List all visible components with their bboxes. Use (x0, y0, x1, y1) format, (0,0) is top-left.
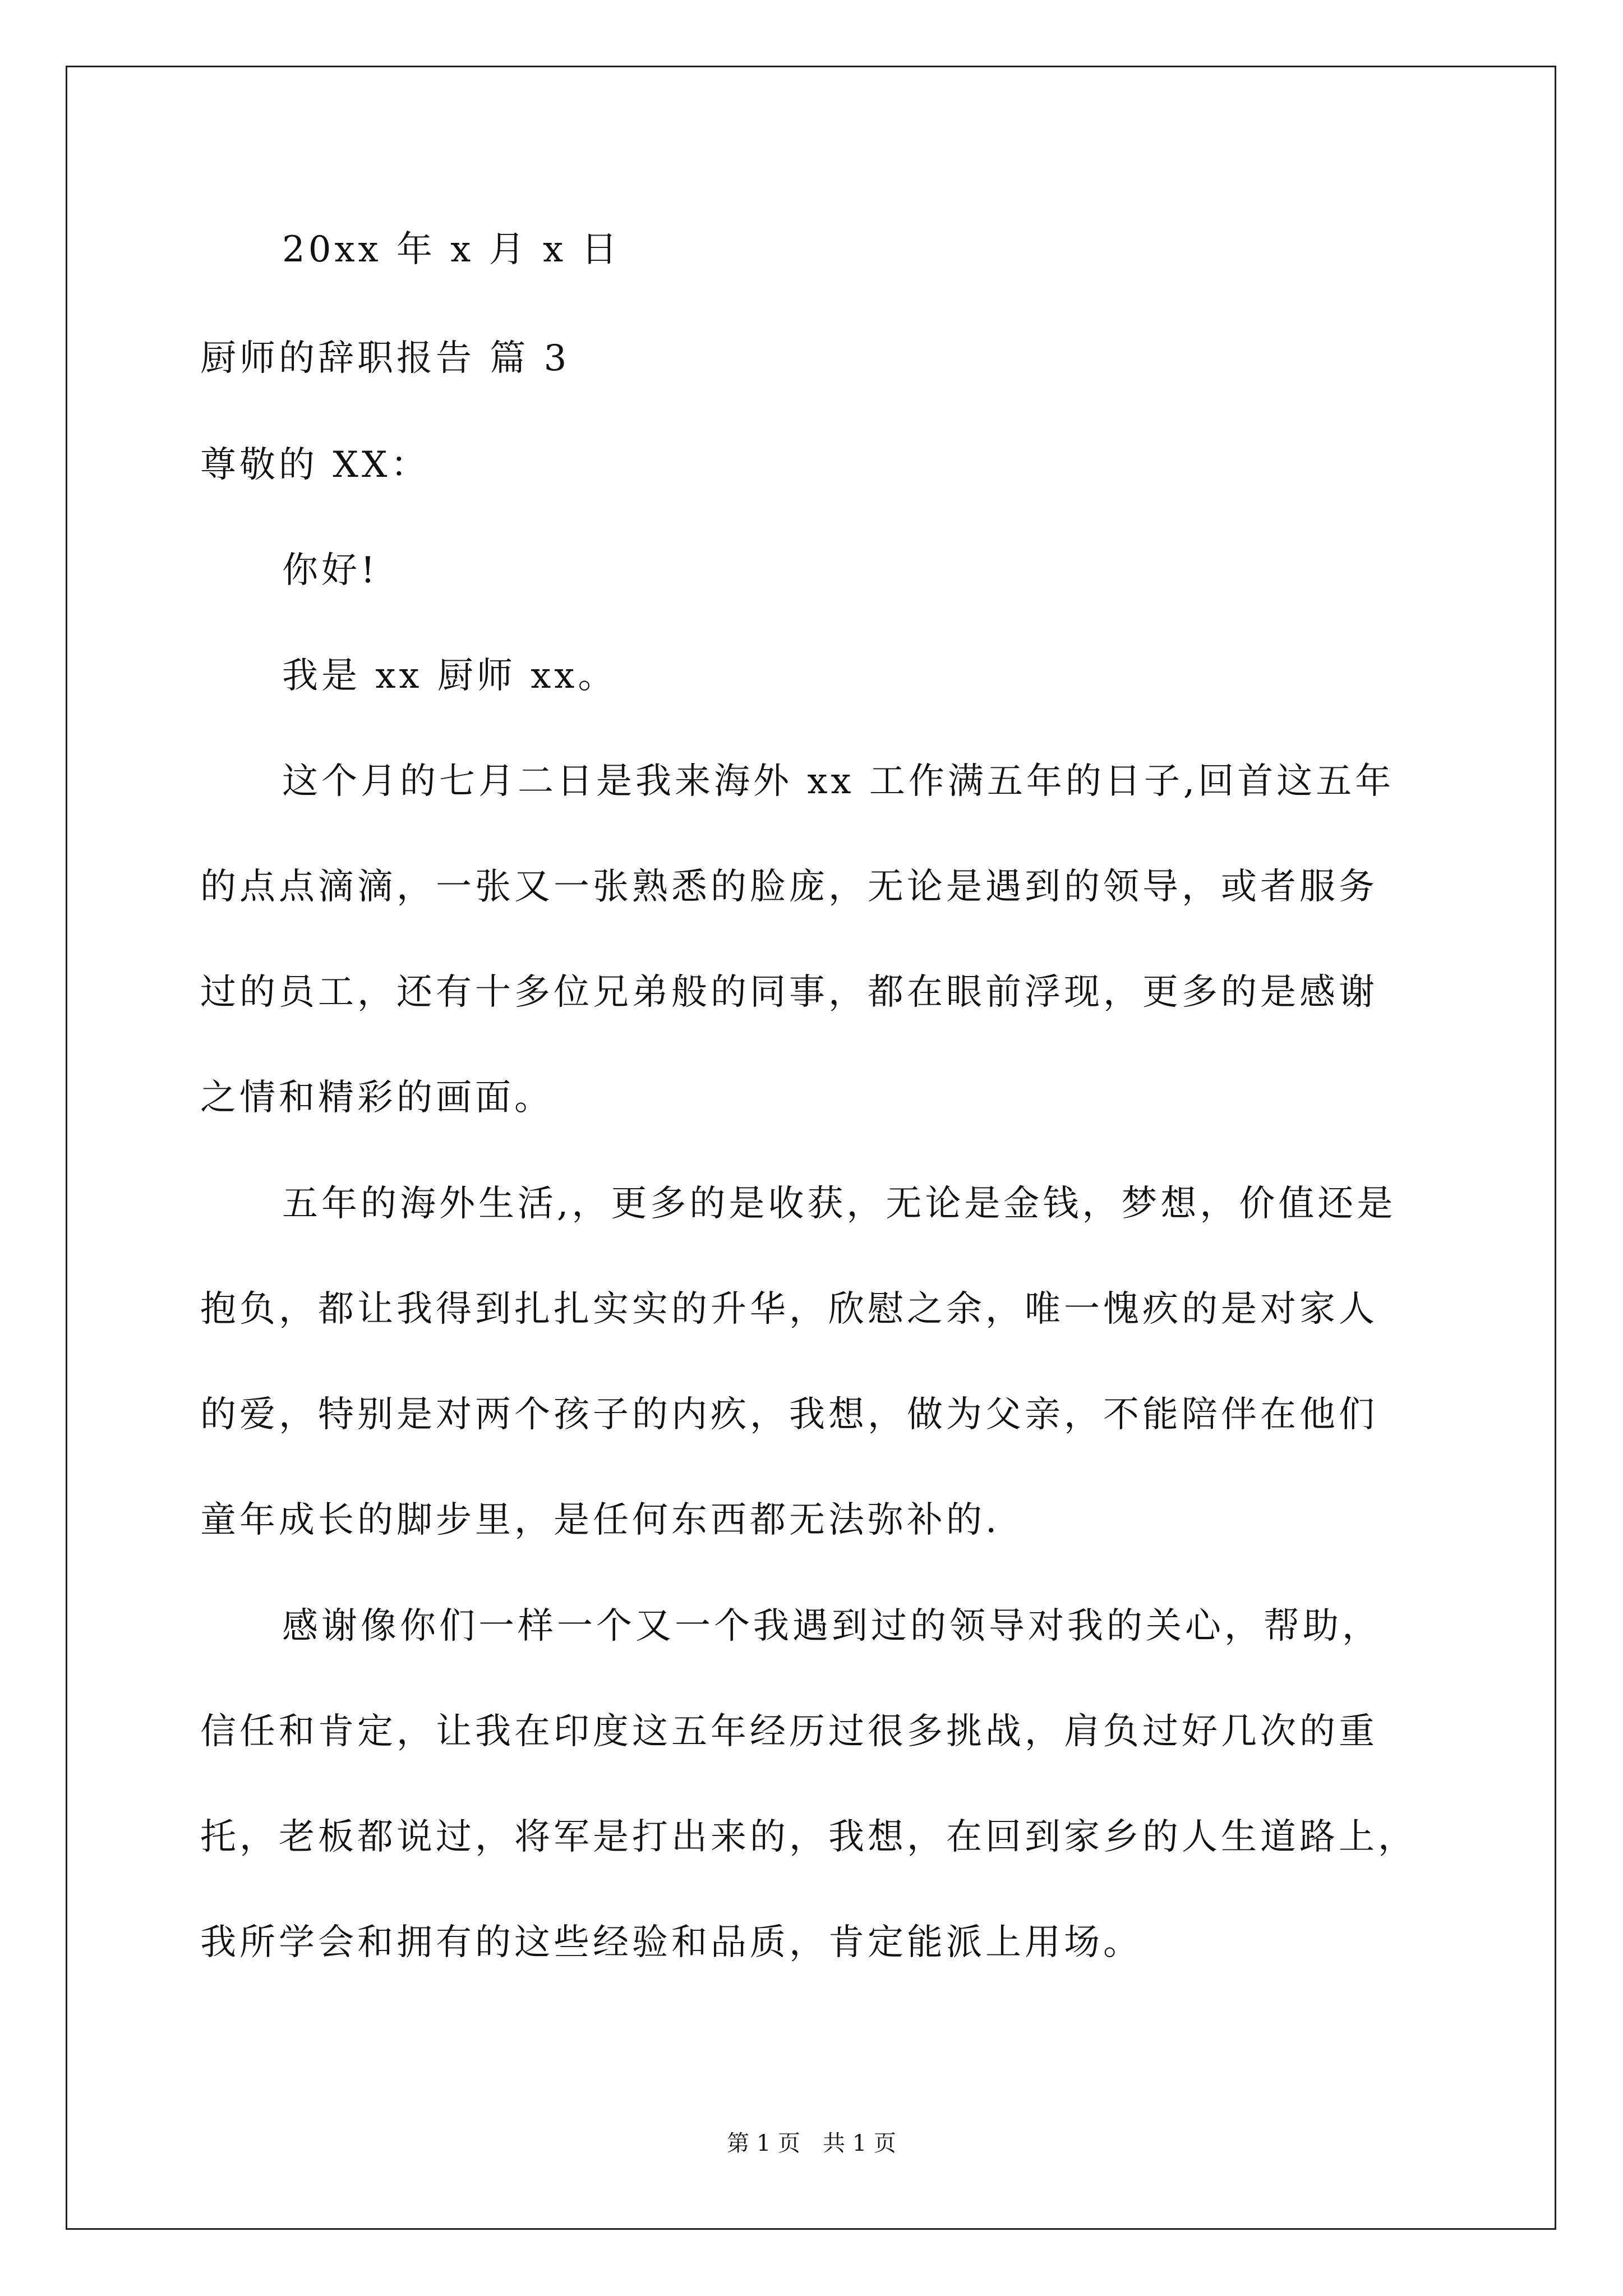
introduction: 我是 xx 厨师 xx。 (282, 655, 617, 697)
page-border (66, 66, 1556, 2230)
page-footer (0, 2129, 1623, 2157)
paragraph-line: 的点点滴滴，一张又一张熟悉的脸庞，无论是遇到的领导，或者服务 (200, 866, 1378, 908)
page-number-total: 共 1 页 (823, 2131, 896, 2156)
page-number-current: 第 1 页 (727, 2131, 800, 2156)
paragraph-line: 托，老板都说过，将军是打出来的，我想，在回到家乡的人生道路上， (200, 1816, 1417, 1858)
paragraph-line: 的爱，特别是对两个孩子的内疚，我想，做为父亲，不能陪伴在他们 (200, 1394, 1378, 1435)
paragraph-line: 童年成长的脚步里，是任何东西都无法弥补的. (200, 1499, 1000, 1541)
paragraph-line: 五年的海外生活,，更多的是收获，无论是金钱，梦想，价值还是 (282, 1183, 1396, 1225)
date-line: 20xx 年 x 月 x 日 (282, 229, 621, 270)
paragraph-line: 我所学会和拥有的这些经验和品质，肯定能派上用场。 (200, 1922, 1142, 1963)
paragraph-line: 抱负，都让我得到扎扎实实的升华，欣慰之余，唯一愧疚的是对家人 (200, 1289, 1378, 1330)
paragraph-line: 感谢像你们一样一个又一个我遇到过的领导对我的关心，帮助， (282, 1605, 1381, 1647)
paragraph-line: 信任和肯定，让我在印度这五年经历过很多挑战，肩负过好几次的重 (200, 1711, 1378, 1752)
paragraph-line: 之情和精彩的画面。 (200, 1077, 554, 1119)
salutation: 尊敬的 XX： (200, 444, 430, 486)
paragraph-line: 这个月的七月二日是我来海外 xx 工作满五年的日子,回首这五年 (282, 761, 1395, 802)
greeting: 你好! (282, 550, 379, 591)
document-title: 厨师的辞职报告 篇 3 (200, 338, 570, 379)
paragraph-line: 过的员工，还有十多位兄弟般的同事，都在眼前浮现，更多的是感谢 (200, 972, 1378, 1013)
